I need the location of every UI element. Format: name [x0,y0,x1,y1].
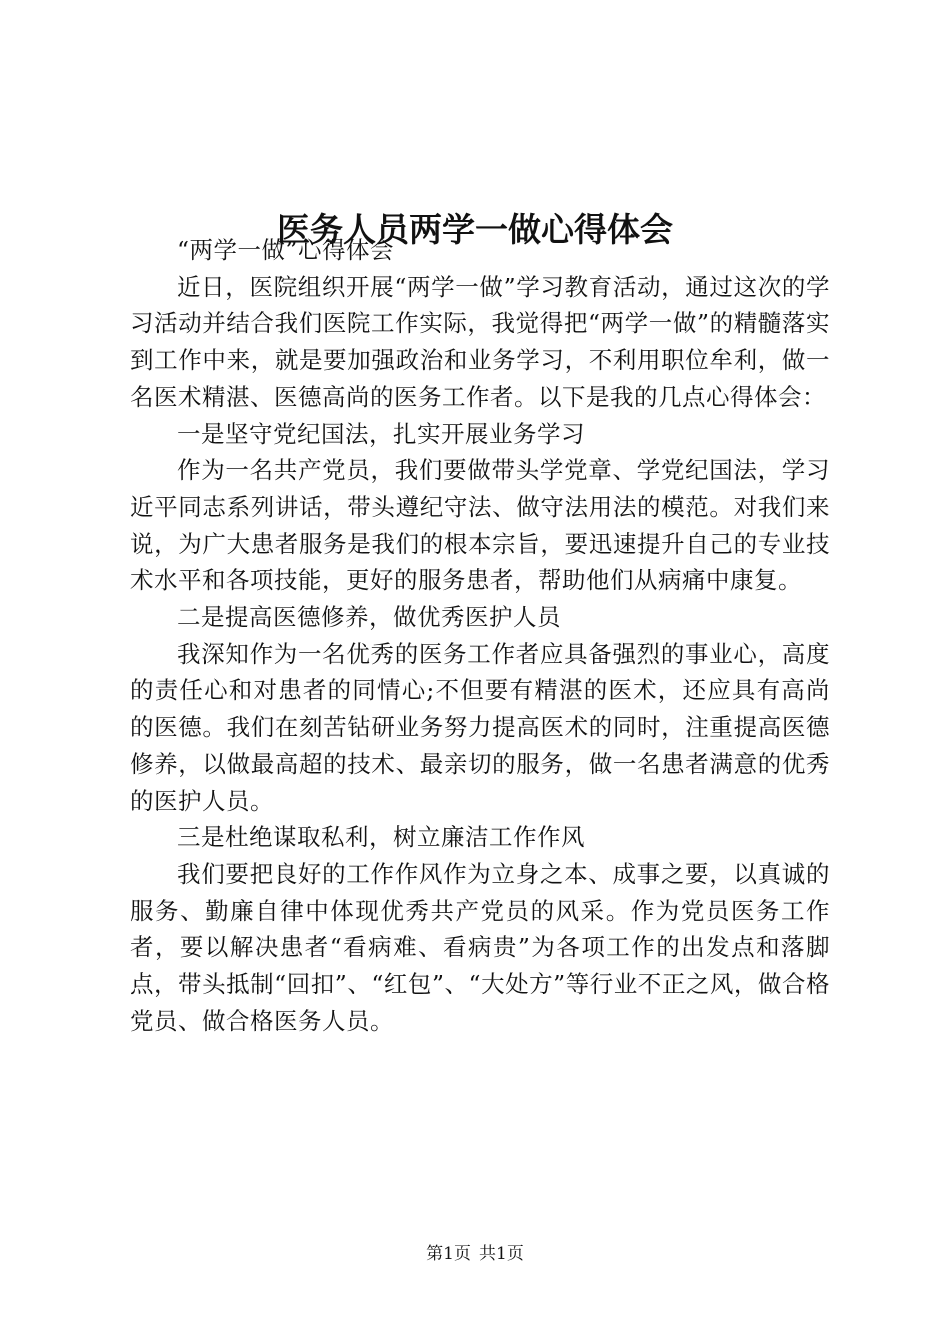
page-footer [0,1241,950,1267]
paragraph-subtitle: “两学一做”心得体会 [177,236,395,264]
document-title: 医务人员两学一做心得体会 [277,210,673,250]
paragraph-section-2: 我深知作为一名优秀的医务工作者应具备强烈的事业心，高度的责任心和对患者的同情心;不但要有精湛的医术，还应具有高尚的医德。我们在刻苦钻研业务努力提高医术的同时，注重提高医德修养，以做最高超的技术、最亲切的服务，做一名患者满意的优秀的医护人员。 [130,639,830,815]
page-number: 第1页 [426,1244,471,1264]
section-heading-3: 三是杜绝谋取私利，树立廉洁工作作风 [177,823,585,852]
document-body [130,232,830,1039]
paragraph-section-1: 作为一名共产党员，我们要做带头学党章、学党纪国法，学习近平同志系列讲话，带头遵纪守法、做守法用法的模范。对我们来说，为广大患者服务是我们的根本宗旨，要迅速提升自己的专业技术水平和各项技能，更好的服务患者，帮助他们从病痛中康复。 [130,456,830,595]
page-total: 共1页 [479,1244,524,1264]
paragraph-section-3: 我们要把良好的工作作风作为立身之本、成事之要，以真诚的服务、勤廉自律中体现优秀共产党员的风采。作为党员医务工作者，要以解决患者“看病难、看病贵”为各项工作的出发点和落脚点，带头抵制“回扣”、“红包”、“大处方”等行业不正之风，做合格党员、做合格医务人员。 [130,859,830,1035]
section-heading-1: 一是坚守党纪国法，扎实开展业务学习 [177,419,585,448]
section-heading-2: 二是提高医德修养，做优秀医护人员 [177,603,561,632]
paragraph-intro: 近日，医院组织开展“两学一做”学习教育活动，通过这次的学习活动并结合我们医院工作实际，我觉得把“两学一做”的精髓落实到工作中来，就是要加强政治和业务学习，不利用职位牟利，做一名医术精湛、医德高尚的医务工作者。以下是我的几点心得体会： [130,272,830,411]
